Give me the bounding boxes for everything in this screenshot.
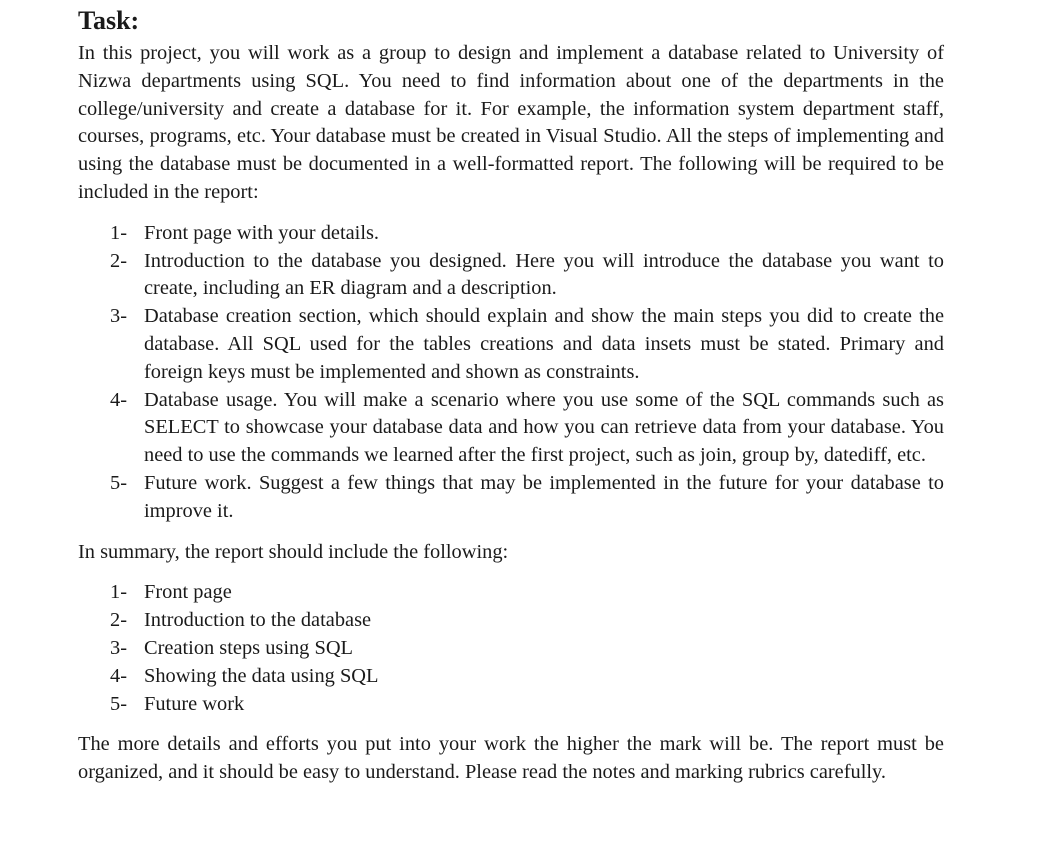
summary-item-4 — [110, 663, 944, 691]
summary-number: 4- — [110, 664, 127, 687]
summary-text: Introduction to the database — [144, 609, 372, 632]
requirement-item-2 — [110, 248, 944, 304]
requirement-number: 1- — [110, 221, 127, 244]
summary-number: 2- — [110, 609, 127, 632]
requirement-item-1 — [110, 220, 944, 248]
summary-item-1 — [110, 579, 944, 607]
summary-number: 1- — [110, 581, 127, 604]
requirement-number: 3- — [110, 305, 127, 328]
requirement-text: Introduction to the database you designed. Here you will introduce the database you want to create, including an ER diagram and a description. — [144, 249, 944, 300]
requirements-list — [78, 220, 944, 526]
task-heading: Task: — [78, 6, 140, 35]
summary-text: Showing the data using SQL — [144, 664, 379, 687]
summary-intro-paragraph: In summary, the report should include the following: — [78, 540, 509, 563]
document-page — [78, 4, 944, 787]
summary-number: 3- — [110, 636, 127, 659]
summary-number: 5- — [110, 692, 127, 715]
summary-text: Front page — [144, 581, 232, 604]
requirement-text: Database usage. You will make a scenario where you use some of the SQL commands such as SELECT to showcase your database data and how you can retrieve data from your database. You need to use the commands we learned after the first project, such as join, group by, datediff, etc. — [144, 388, 944, 467]
requirement-number: 4- — [110, 388, 127, 411]
summary-item-5 — [110, 691, 944, 719]
requirement-item-3 — [110, 303, 944, 386]
requirement-item-4 — [110, 387, 944, 470]
requirement-text: Database creation section, which should explain and show the main steps you did to create the database. All SQL used for the tables creations and data insets must be stated. Primary and foreign keys must be implemented and shown as constraints. — [144, 305, 944, 383]
requirement-number: 5- — [110, 471, 127, 494]
requirement-number: 2- — [110, 249, 127, 272]
requirement-item-5 — [110, 470, 944, 526]
summary-text: Future work — [144, 692, 245, 715]
summary-list — [78, 579, 944, 718]
closing-paragraph: The more details and efforts you put into your work the higher the mark will be. The report must be organized, and it should be easy to understand. Please read the notes and marking rubrics carefully. — [78, 733, 944, 784]
intro-paragraph: In this project, you will work as a group to design and implement a database related to University of Nizwa departments using SQL. You need to find information about one of the departments in the college/university and create a database for it. For example, the information system department staff, courses, programs, etc. Your database must be created in Visual Studio. All the steps of implementing and using the database must be documented in a well-formatted report. The following will be required to be included in the report: — [78, 42, 944, 203]
summary-item-3 — [110, 635, 944, 663]
requirement-text: Future work. Suggest a few things that may be implemented in the future for your database to improve it. — [144, 471, 944, 522]
summary-text: Creation steps using SQL — [144, 636, 353, 659]
requirement-text: Front page with your details. — [144, 221, 380, 244]
summary-item-2 — [110, 607, 944, 635]
